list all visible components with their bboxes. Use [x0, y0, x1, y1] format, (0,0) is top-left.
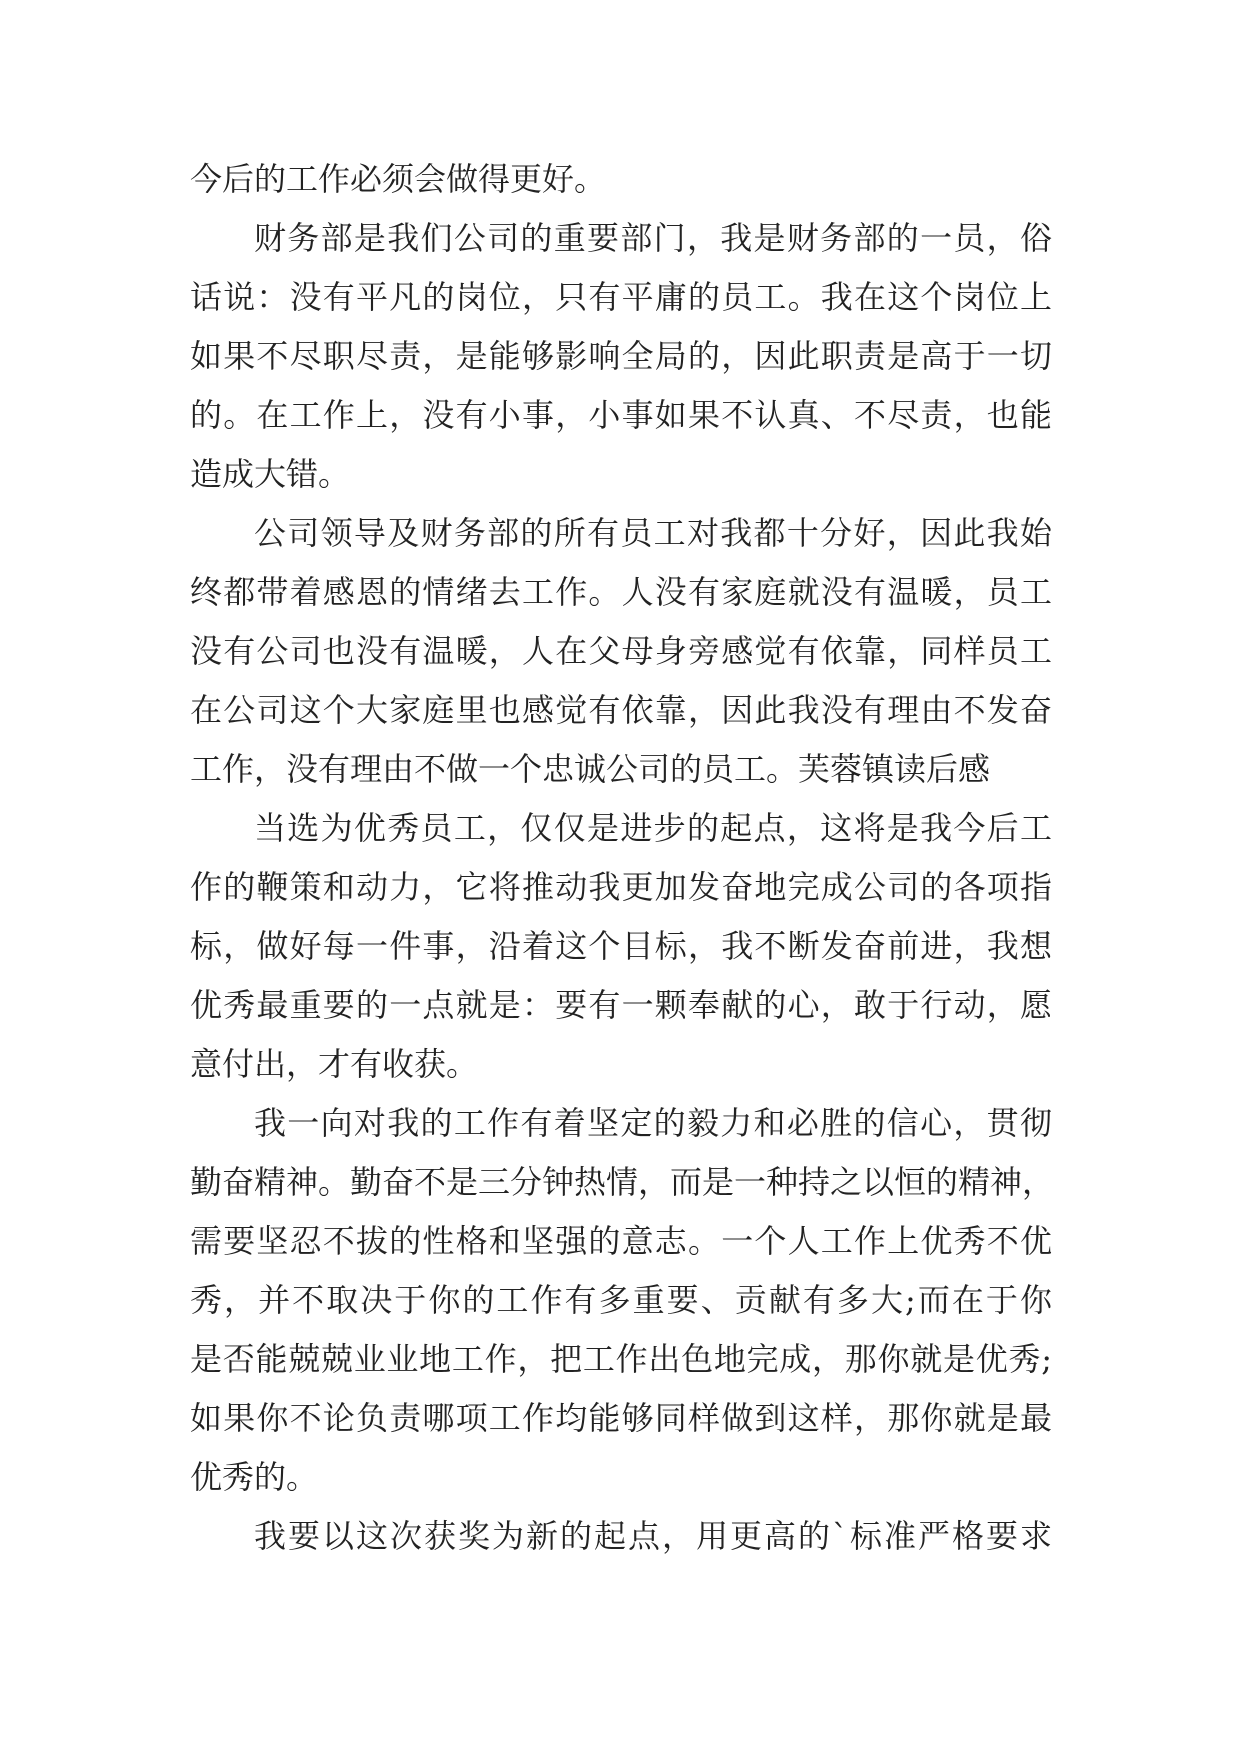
- text-line: 秀，并不取决于你的工作有多重要、贡献有多大;而在于你: [190, 1281, 1052, 1319]
- text-line: 如果不尽职尽责，是能够影响全局的，因此职责是高于一切: [190, 337, 1052, 375]
- text-line: 工作，没有理由不做一个忠诚公司的员工。芙蓉镇读后感: [190, 750, 991, 788]
- text-line: 是否能兢兢业业地工作，把工作出色地完成，那你就是优秀;: [190, 1340, 1052, 1378]
- text-line: 在公司这个大家庭里也感觉有依靠，因此我没有理由不发奋: [190, 691, 1052, 729]
- text-line: 标，做好每一件事，沿着这个目标，我不断发奋前进，我想: [190, 927, 1052, 965]
- paragraph: [190, 504, 1052, 799]
- text-line: 话说：没有平凡的岗位，只有平庸的员工。我在这个岗位上: [190, 278, 1052, 316]
- document-body: [190, 150, 1055, 1566]
- text-line: 优秀最重要的一点就是：要有一颗奉献的心，敢于行动，愿: [190, 986, 1052, 1024]
- text-line: 我一向对我的工作有着坚定的毅力和必胜的信心，贯彻: [254, 1104, 1052, 1142]
- text-line: 意付出，才有收获。: [190, 1045, 479, 1083]
- paragraph: [190, 150, 1052, 209]
- paragraph: [190, 209, 1052, 504]
- text-line: 如果你不论负责哪项工作均能够同样做到这样，那你就是最: [190, 1399, 1052, 1437]
- text-line: 公司领导及财务部的所有员工对我都十分好，因此我始: [254, 514, 1052, 552]
- text-line: 当选为优秀员工，仅仅是进步的起点，这将是我今后工: [254, 809, 1052, 847]
- paragraph: [190, 799, 1052, 1094]
- text-line: 勤奋精神。勤奋不是三分钟热情，而是一种持之以恒的精神，: [190, 1163, 1055, 1201]
- text-line: 作的鞭策和动力，它将推动我更加发奋地完成公司的各项指: [190, 868, 1052, 906]
- text-line: 财务部是我们公司的重要部门，我是财务部的一员，俗: [254, 219, 1052, 257]
- paragraph: [190, 1507, 1052, 1566]
- text-line: 终都带着感恩的情绪去工作。人没有家庭就没有温暖，员工: [190, 573, 1052, 611]
- paragraph: [190, 1094, 1055, 1507]
- text-line: 今后的工作必须会做得更好。: [190, 160, 607, 198]
- text-line: 优秀的。: [190, 1458, 319, 1496]
- text-line: 的。在工作上，没有小事，小事如果不认真、不尽责，也能: [190, 396, 1052, 434]
- text-line: 需要坚忍不拔的性格和坚强的意志。一个人工作上优秀不优: [190, 1222, 1052, 1260]
- text-line: 没有公司也没有温暖，人在父母身旁感觉有依靠，同样员工: [190, 632, 1052, 670]
- text-line: 造成大错。: [190, 455, 351, 493]
- text-line: 我要以这次获奖为新的起点，用更高的`标准严格要求: [254, 1517, 1052, 1555]
